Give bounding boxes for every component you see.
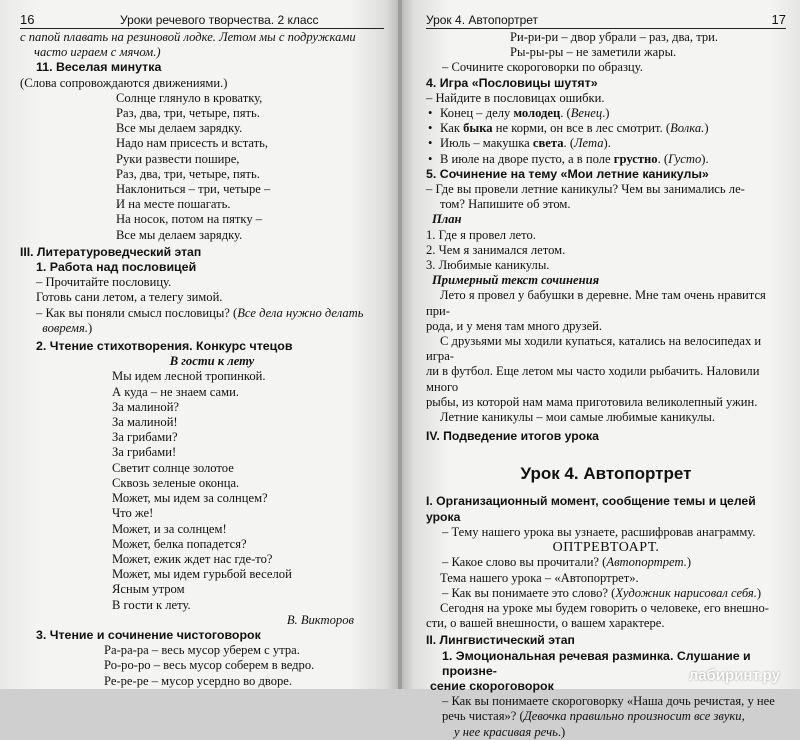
- sample-line: ли в футбол. Еще летом мы часто ходили рыбачить. Наловили много: [426, 364, 760, 394]
- question-line: [20, 306, 384, 321]
- poem-line: Сквозь зеленые оконца.: [112, 475, 240, 490]
- answer-text: вовремя.: [42, 320, 88, 335]
- proverb-item: • Конец – делу молодец. (Венец.): [426, 106, 786, 121]
- tongue-twister-line: Ри-ри-ри – двор убрали – раз, два, три.: [510, 30, 719, 44]
- question-line: – Как вы понимаете это слово? (Художник нарисовал себя.): [442, 585, 762, 600]
- poem-line: За малиной!: [112, 415, 178, 430]
- question-line: – Как вы понимаете скороговорку «Наша дочь речистая, у нее: [442, 694, 775, 709]
- poem-line: Все мы делаем зарядку.: [116, 227, 243, 242]
- plan-item: 1. Где я провел лето.: [426, 227, 536, 242]
- poem-exercise: [20, 91, 384, 243]
- sample-title: Примерный текст сочинения: [432, 273, 600, 288]
- proverb-item: • В июле на дворе пусто, а в поле грустно. (Густо).: [426, 152, 786, 167]
- right-page-number: 17: [771, 12, 786, 27]
- poem-line: В гости к лету.: [112, 597, 191, 612]
- section-title: 1. Работа над пословицей: [36, 260, 197, 275]
- lesson-title: Урок 4. Автопортрет: [520, 464, 692, 484]
- poem-line: Может, ежик ждет нас где-то?: [112, 551, 273, 566]
- question-line: [20, 321, 384, 336]
- poem-line: Светит солнце золотое: [112, 460, 234, 475]
- section-title: 11. Веселая минутка: [36, 60, 162, 75]
- sample-line: рода, и у меня там много друзей.: [426, 318, 603, 333]
- tongue-twister-line: Ре-ре-ре – мусор усердно во дворе.: [104, 673, 293, 688]
- question-line: – Какое слово вы прочитали? (Автопортрет.): [442, 555, 692, 570]
- poem-author: В. Викторов: [286, 612, 354, 627]
- tongue-twister-line: Ра-ра-ра – весь мусор уберем с утра.: [104, 643, 300, 658]
- poem-line: Все мы делаем зарядку.: [116, 121, 243, 136]
- task-line: – Найдите в пословицах ошибки.: [426, 90, 605, 105]
- sample-line: Летние каникулы – мои самые любимые каникулы.: [440, 410, 716, 425]
- poem-line: Надо нам присесть и встать,: [116, 136, 269, 151]
- poem-line: Мы идем лесной тропинкой.: [112, 369, 266, 384]
- question-line: – Где вы провели летние каникулы? Чем вы занимались ле-: [426, 182, 745, 197]
- poem-line: За грибами!: [112, 445, 177, 460]
- poem-line: За малиной?: [112, 399, 180, 414]
- left-running-title: Уроки речевого творчества. 2 класс: [120, 13, 319, 27]
- section-note: (Слова сопровождаются движениями.): [20, 75, 228, 90]
- text-line: – Прочитайте пословицу.: [36, 275, 172, 290]
- poem-line: Раз, два, три, четыре, пять.: [116, 166, 260, 181]
- text-line: – Тему нашего урока вы узнаете, расшифровав анаграмму.: [442, 524, 756, 539]
- tongue-twisters: [20, 643, 384, 689]
- section-title: 4. Игра «Пословицы шутят»: [426, 75, 598, 90]
- section-title: сение скороговорок: [430, 678, 554, 693]
- sample-line: С друзьями мы ходили купаться, катались на велосипедах и игра-: [426, 334, 762, 364]
- section-title: 3. Чтение и сочинение чистоговорок: [36, 627, 261, 642]
- text-line: Сегодня на уроке мы будем говорить о человеке, его внешно-: [440, 600, 769, 615]
- intro-line: с папой плавать на резиновой лодке. Летом мы с подружками: [20, 30, 356, 44]
- stage-heading: III. Литературоведческий этап: [20, 244, 202, 259]
- poem-line: Раз, два, три, четыре, пять.: [116, 106, 260, 121]
- left-page-number: 16: [20, 12, 35, 27]
- poem-line: Солнце глянуло в кроватку,: [116, 90, 263, 105]
- sample-line: рыбы, из которой нам мама приготовила великолепный ужин.: [426, 394, 758, 409]
- section-title: 5. Сочинение на тему «Мои летние каникулы»: [426, 166, 709, 181]
- stage-heading: IV. Подведение итогов урока: [426, 429, 599, 444]
- tongue-twisters-cont: [426, 30, 786, 60]
- section-title: 1. Эмоциональная речевая разминка. Слушание и произне-: [442, 648, 751, 678]
- poem-line: Наклониться – три, четыре –: [116, 182, 271, 197]
- sample-line: Лето я провел у бабушки в деревне. Мне там очень нравится при-: [426, 288, 766, 318]
- poem-line: Может, белка попадется?: [112, 536, 247, 551]
- proverb-item: • Как быка не корми, он все в лес смотрит. (Волка.): [426, 121, 786, 136]
- right-running-title: Урок 4. Автопортрет: [426, 13, 539, 27]
- proverb-item: • Июль – макушка света. (Лета).: [426, 136, 786, 151]
- question-line: речь чистая»? (Девочка правильно произносит все звуки,: [442, 709, 745, 724]
- task-line: – Сочините скороговорки по образцу.: [442, 60, 643, 75]
- poem-line: За грибами?: [112, 430, 178, 445]
- poem-line: И на месте пошагать.: [116, 197, 231, 212]
- poem-line: Может, и за солнцем!: [112, 521, 227, 536]
- stage-heading: II. Лингвистический этап: [426, 633, 575, 648]
- plan-item: 3. Любимые каникулы.: [426, 258, 550, 273]
- poem-line: Может, мы идем за солнцем?: [112, 491, 268, 506]
- text-line: сти, о вашей внешности, о вашем характере.: [426, 616, 665, 631]
- tongue-twister-line: Ро-ро-ро – весь мусор соберем в ведро.: [104, 658, 315, 673]
- poem-line: На носок, потом на пятку –: [116, 212, 263, 227]
- left-page: [0, 0, 398, 689]
- question-text: – Как вы поняли смысл пословицы? (: [36, 305, 238, 320]
- answer-text: Все дела нужно делать: [237, 305, 364, 320]
- paren: ): [87, 320, 93, 335]
- plan-title: План: [432, 212, 462, 227]
- anagram: ОПТРЕВТОАРТ.: [552, 540, 660, 556]
- section-title: 2. Чтение стихотворения. Конкурс чтецов: [36, 339, 293, 354]
- left-running-header: [20, 12, 384, 29]
- stage-heading: I. Организационный момент, сообщение темы и целей урока: [426, 494, 756, 524]
- right-running-header: [426, 12, 786, 29]
- poem-line: А куда – не знаем сами.: [112, 384, 239, 399]
- question-line: у нее красивая речь.): [454, 724, 566, 739]
- plan-item: 2. Чем я занимался летом.: [426, 242, 566, 257]
- right-page: [402, 0, 800, 739]
- poem-line: Руки развести пошире,: [116, 151, 240, 166]
- poem-reading: [20, 369, 384, 612]
- proverb-line: Готовь сани летом, а телегу зимой.: [36, 290, 223, 305]
- question-line: том? Напишите об этом.: [440, 197, 571, 212]
- poem-title: В гости к лету: [169, 354, 255, 369]
- poem-line: Ясным утром: [112, 582, 185, 597]
- text-line: Тема нашего урока – «Автопортрет».: [440, 570, 639, 585]
- poem-line: Может, мы идем гурьбой веселой: [112, 567, 292, 582]
- intro-line: часто играем с мячом.): [34, 45, 161, 60]
- tongue-twister-line: Ры-ры-ры – не заметили жары.: [510, 45, 677, 60]
- watermark-logo: лабиринт.ру: [688, 666, 780, 684]
- poem-line: Что же!: [112, 506, 154, 521]
